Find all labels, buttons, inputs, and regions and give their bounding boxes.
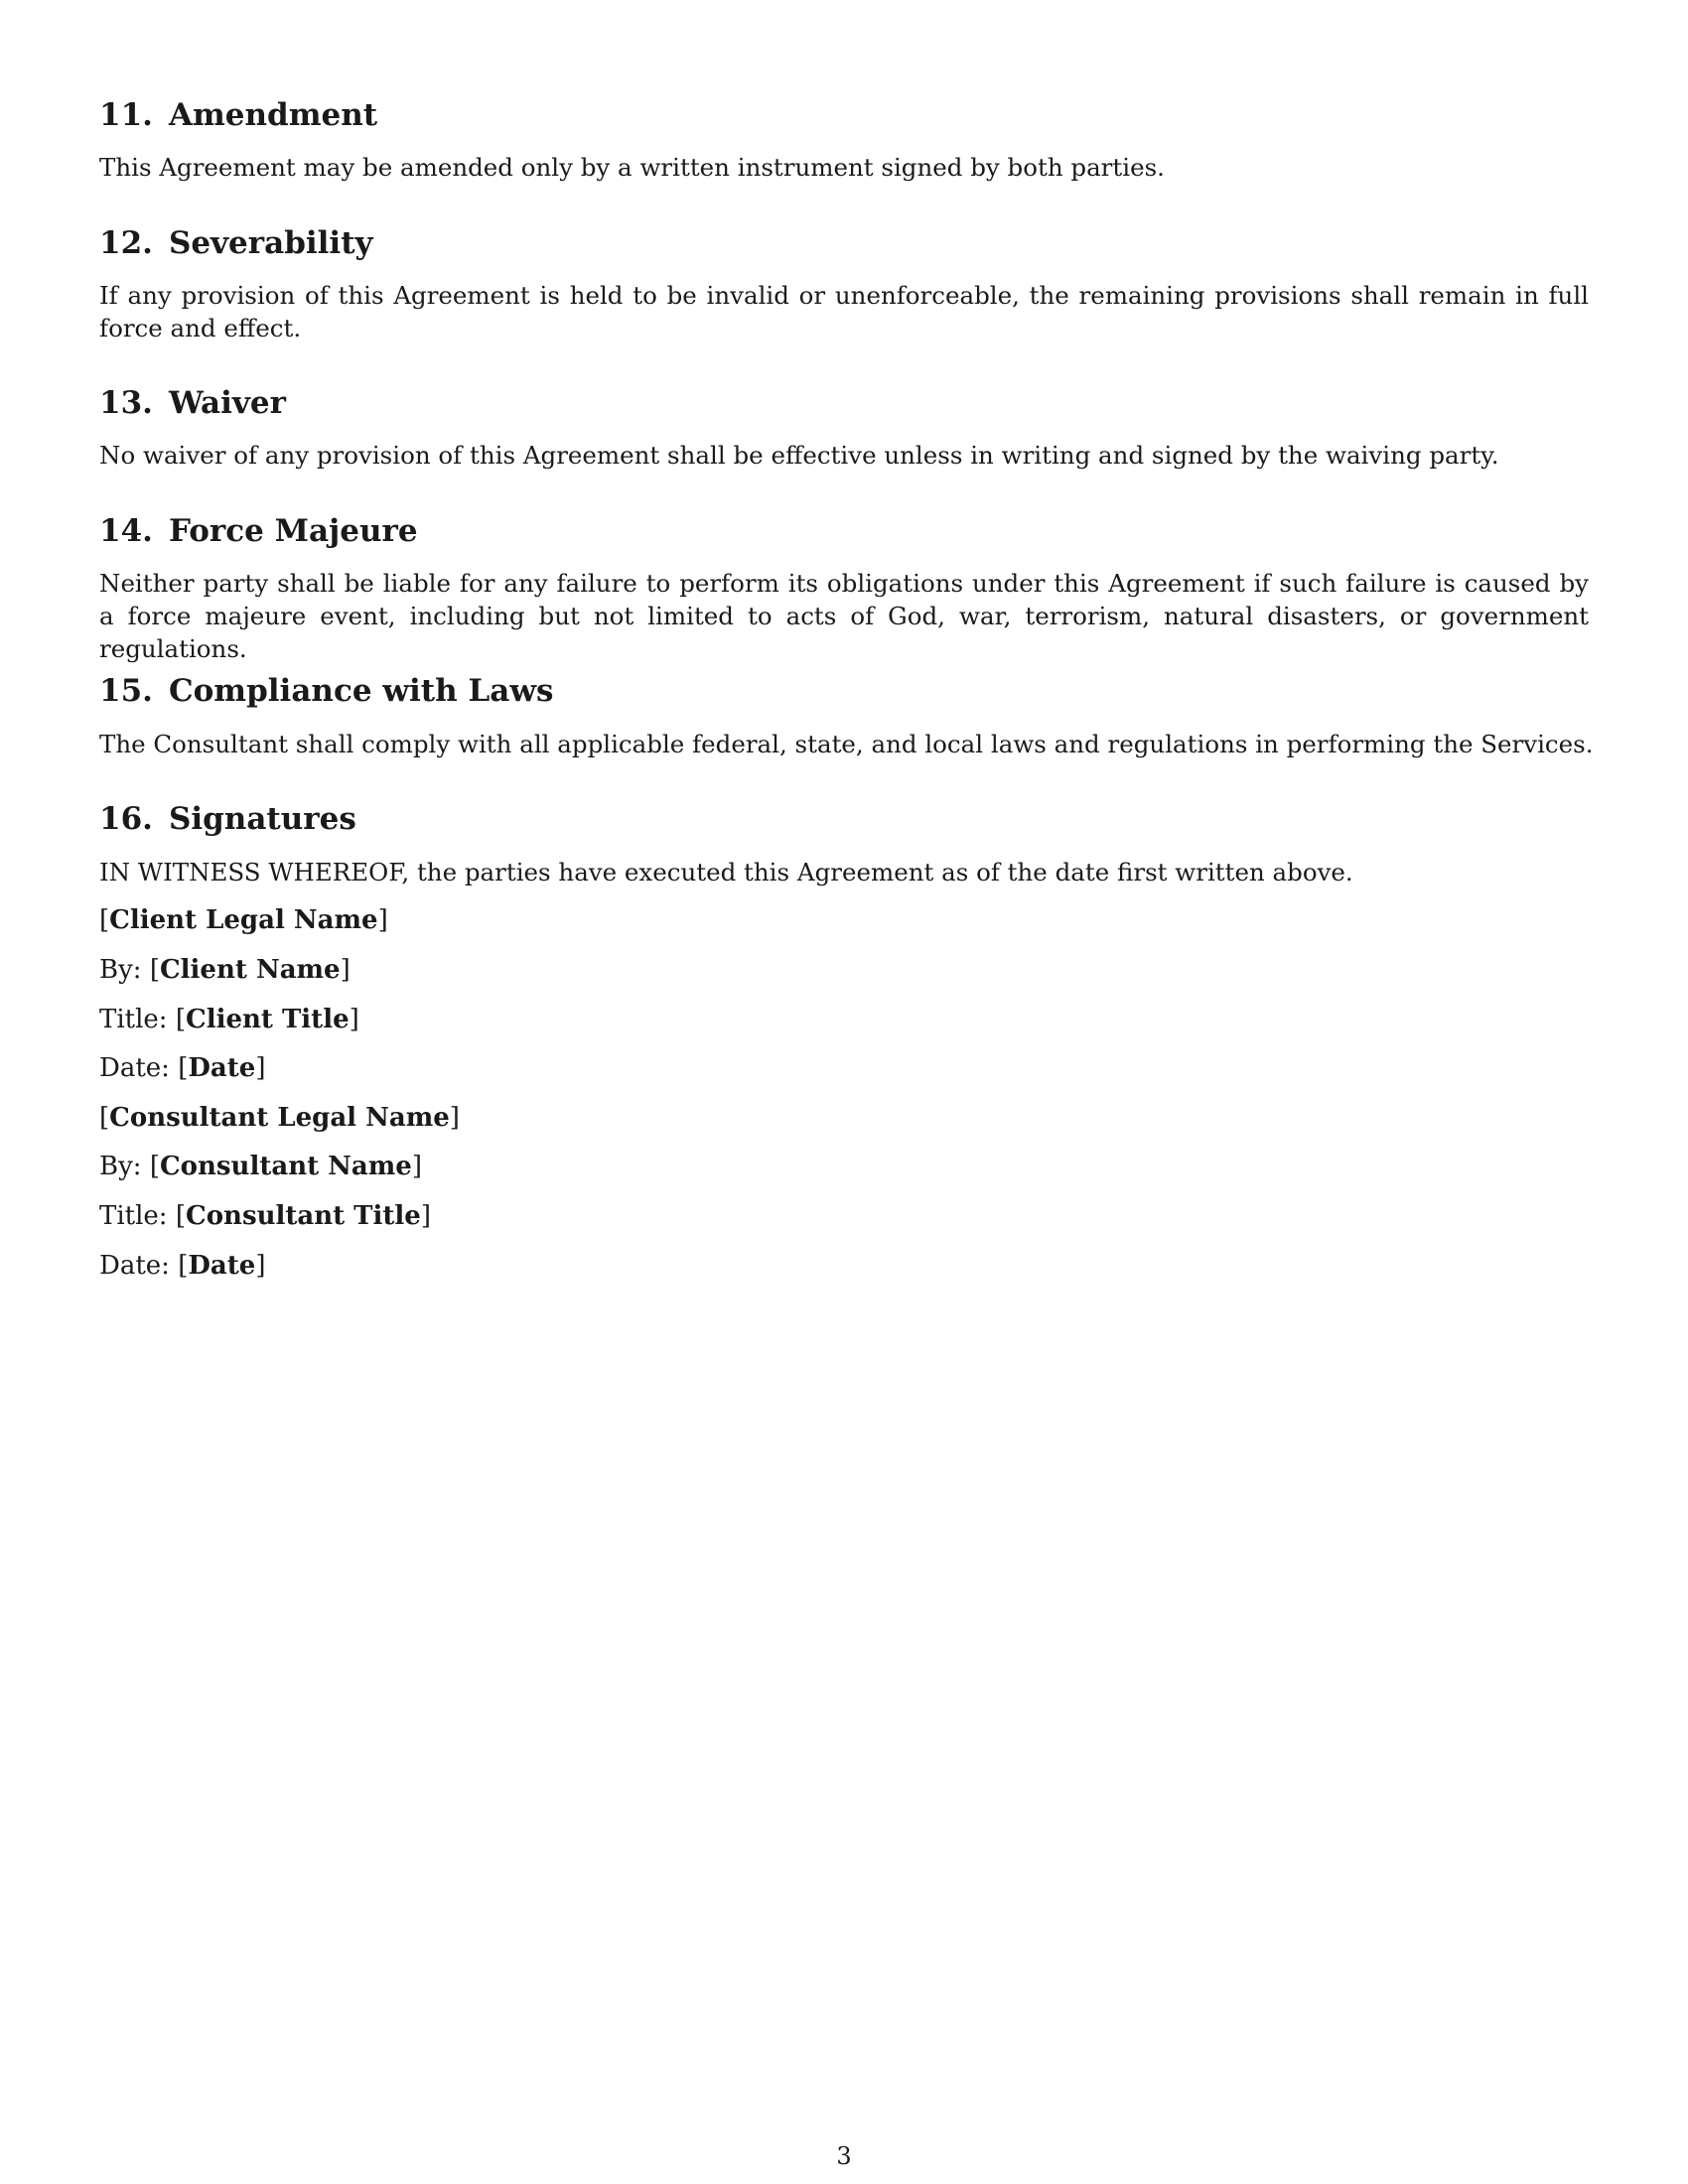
section-heading-waiver — [99, 383, 286, 423]
by-label: By: — [99, 1152, 142, 1181]
consultant-legal-name-value: Consultant Legal Name — [109, 1103, 450, 1133]
section-number: 13. — [99, 385, 153, 421]
section-body-amendment: This Agreement may be amended only by a written instrument signed by both parties. — [99, 153, 1165, 182]
section-body-compliance: The Consultant shall comply with all applicable federal, state, and local laws and regulations in performing the Services. — [99, 730, 1594, 758]
title-label: Title: — [99, 1005, 168, 1034]
section-heading-amendment — [99, 95, 377, 135]
section-number: 12. — [99, 225, 153, 261]
page-number: 3 — [836, 2142, 852, 2170]
section-number: 11. — [99, 97, 153, 133]
client-title-line: Title: [Client Title] — [99, 1005, 359, 1034]
section-body-severability: If any provision of this Agreement is held to be invalid or unenforceable, the remaining provisions shall remain in full force and effect. — [99, 281, 1589, 342]
client-by-line: By: [Client Name] — [99, 955, 351, 985]
section-title: Waiver — [168, 385, 286, 421]
section-body-signatures: IN WITNESS WHEREOF, the parties have executed this Agreement as of the date first written above. — [99, 858, 1353, 887]
section-number: 14. — [99, 513, 153, 549]
section-heading-compliance — [99, 671, 553, 711]
by-label: By: — [99, 955, 142, 985]
client-name-value: Client Name — [159, 955, 341, 985]
section-heading-severability — [99, 223, 373, 263]
date-label: Date: — [99, 1251, 170, 1281]
section-number: 16. — [99, 801, 153, 837]
consultant-by-line: By: [Consultant Name] — [99, 1152, 422, 1181]
consultant-date-line: Date: [Date] — [99, 1251, 266, 1281]
client-legal-name-value: Client Legal Name — [109, 905, 378, 935]
consultant-title-value: Consultant Title — [186, 1201, 421, 1231]
section-title: Severability — [168, 225, 373, 261]
section-heading-signatures — [99, 799, 356, 839]
section-title: Force Majeure — [168, 513, 418, 549]
client-date-value: Date — [188, 1053, 256, 1083]
section-body-force-majeure: Neither party shall be liable for any failure to perform its obligations under this Agreement if such failure is caused by a force majeure event, including but not limited to acts of God, war, terrorism, natural disasters, or government regulations. — [99, 569, 1589, 663]
section-heading-force-majeure — [99, 511, 418, 551]
title-label: Title: — [99, 1201, 168, 1231]
consultant-name-value: Consultant Name — [159, 1152, 412, 1181]
consultant-date-value: Date — [188, 1251, 256, 1281]
section-number: 15. — [99, 673, 153, 709]
consultant-legal-name: [Consultant Legal Name] — [99, 1103, 460, 1133]
consultant-title-line: Title: [Consultant Title] — [99, 1201, 431, 1231]
client-title-value: Client Title — [186, 1005, 350, 1034]
client-date-line: Date: [Date] — [99, 1053, 266, 1083]
section-body-waiver: No waiver of any provision of this Agreement shall be effective unless in writing and signed by the waiving party. — [99, 441, 1499, 470]
section-title: Compliance with Laws — [168, 673, 554, 709]
section-title: Signatures — [168, 801, 356, 837]
date-label: Date: — [99, 1053, 170, 1083]
section-title: Amendment — [168, 97, 378, 133]
client-legal-name: [Client Legal Name] — [99, 905, 388, 935]
